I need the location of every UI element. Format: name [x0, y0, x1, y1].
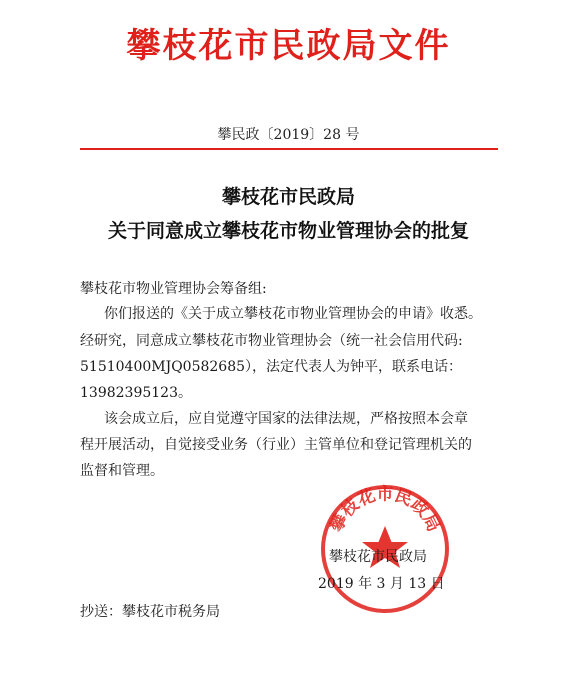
seal-text: 攀枝花市民政局	[326, 484, 444, 536]
paragraph-2-line-1: 该会成立后，应自觉遵守国家的法律法规，严格按照本会章	[104, 411, 468, 427]
signature-date: 2019 年 3 月 13 日	[318, 576, 445, 592]
cc-recipients: 抄送：攀枝花市税务局	[80, 604, 220, 620]
paragraph-1-line-2: 经研究，同意成立攀枝花市物业管理协会（统一社会信用代码:	[80, 333, 463, 349]
paragraph-2-line-2: 程开展活动，自觉接受业务（行业）主管单位和登记管理机关的	[80, 437, 472, 453]
paragraph-1-line-1: 你们报送的《关于成立攀枝花市物业管理协会的申请》收悉。	[104, 306, 482, 322]
document-number: 攀民政〔2019〕28 号	[217, 127, 360, 143]
paragraph-1-line-4: 13982395123。	[80, 385, 192, 401]
red-divider-line	[80, 148, 498, 150]
title-line-1: 攀枝花市民政局	[221, 186, 355, 208]
paragraph-2-line-3: 监督和管理。	[80, 463, 164, 479]
signature-organization: 攀枝花市民政局	[329, 549, 427, 565]
document-red-header: 攀枝花市民政局文件	[126, 26, 451, 66]
addressee: 攀枝花市物业管理协会筹备组:	[80, 281, 267, 297]
paragraph-1-line-3: 51510400MJQ0582685），法定代表人为钟平，联系电话：	[80, 359, 463, 375]
title-line-2: 关于同意成立攀枝花市物业管理协会的批复	[107, 220, 469, 242]
